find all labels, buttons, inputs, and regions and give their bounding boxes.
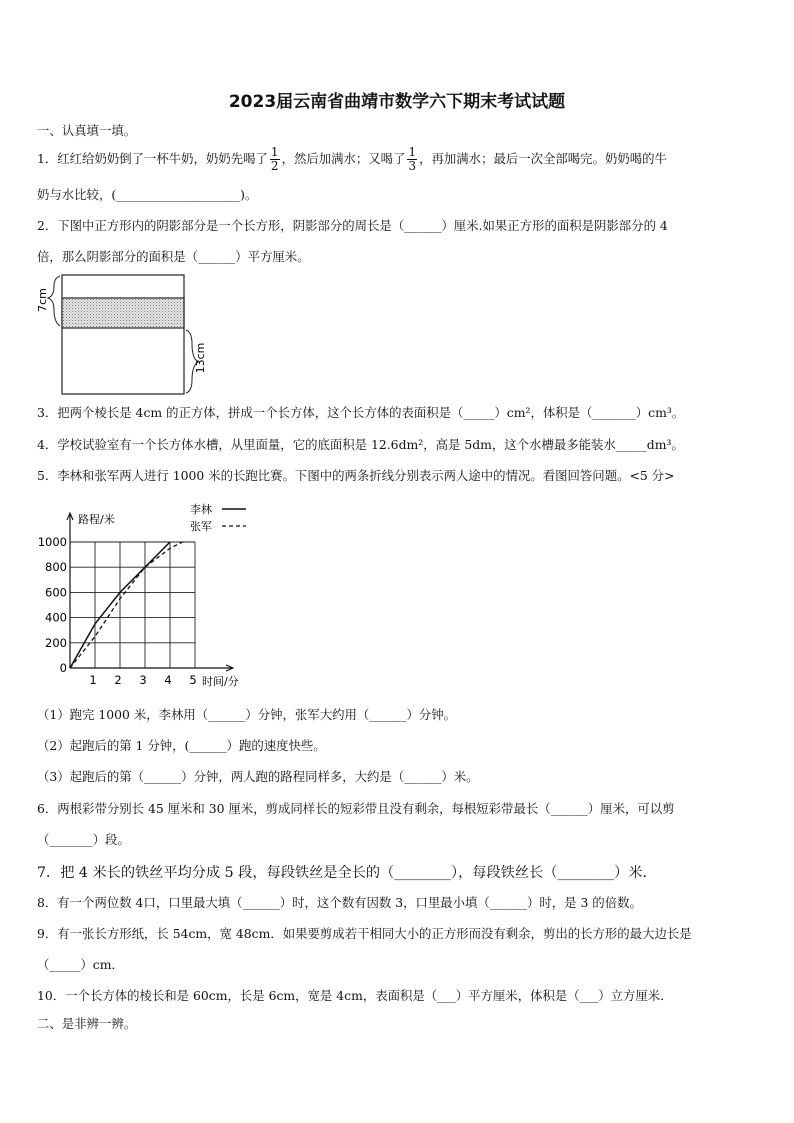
question-6-line-2: （_______）段。 [37, 832, 130, 847]
question-7: 7．把 4 米长的铁丝平均分成 5 段，每段铁丝是全长的（________），每段铁丝长（________）米． [37, 865, 657, 881]
label-7cm: 7cm [36, 288, 49, 312]
running-line-chart [30, 496, 270, 696]
question-1-line-1 [37, 144, 667, 174]
question-10: 10．一个长方体的棱长和是 60cm，长是 6cm，宽是 4cm，表面积是（___）平方厘米，体积是（___）立方厘米． [37, 988, 673, 1003]
section-one-heading: 一、认真填一填。 [37, 123, 137, 138]
legend-label-zhangjun: 张军 [190, 520, 212, 533]
chart-legend [190, 502, 246, 533]
x-tick-label: 3 [139, 673, 147, 687]
question-2-line-1: 2．下图中正方形内的阴影部分是一个长方形，阴影部分的周长是（______）厘米.如果正方形的面积是阴影部分的 4 [37, 218, 668, 233]
section-two-heading: 二、是非辨一辨。 [37, 1016, 137, 1031]
y-axis-label: 路程/米 [78, 513, 115, 526]
q1-text-a: 1．红红给奶奶倒了一杯牛奶，奶奶先喝了 [37, 151, 268, 166]
y-tick-label: 600 [45, 585, 67, 600]
square-diagram [36, 272, 216, 397]
q1-text-b: ，然后加满水；又喝了 [281, 151, 406, 166]
fraction-numerator: 1 [408, 145, 417, 159]
brace-7cm [48, 276, 60, 326]
fraction-numerator: 1 [270, 145, 279, 159]
legend-label-lilin: 李林 [190, 503, 212, 516]
y-tick-label: 800 [45, 560, 67, 575]
chart-grid [70, 542, 195, 668]
question-3: 3．把两个棱长是 4cm 的正方体，拼成一个长方体，这个长方体的表面积是（_____）cm²，体积是（_______）cm³。 [37, 405, 685, 420]
fraction-denominator: 2 [270, 159, 279, 173]
fraction-denominator: 3 [408, 159, 417, 173]
question-9-line-2: （_____）cm． [37, 957, 124, 972]
x-axis-label: 时间/分 [202, 675, 239, 688]
chart-tick-labels [38, 535, 197, 687]
question-5-sub-1: （1）跑完 1000 米，李林用（______）分钟，张军大约用（______）分钟。 [37, 707, 457, 722]
question-4: 4．学校试验室有一个长方体水槽，从里面量，它的底面积是 12.6dm²，高是 5dm，这个水槽最多能装水_____dm³。 [37, 437, 684, 452]
fraction-one-third [407, 146, 417, 173]
question-9-line-1: 9．有一张长方形纸，长 54cm，宽 48cm．如果要剪成若干相同大小的正方形而没有剩余，剪出的长方形的最大边长是 [37, 926, 692, 941]
square-outline [62, 275, 184, 394]
question-1-line-2: 奶与水比较，(____________________)。 [37, 187, 258, 202]
y-tick-label: 0 [59, 661, 67, 675]
fraction-one-half [270, 146, 280, 173]
shaded-rectangle [62, 298, 184, 328]
y-tick-label: 1000 [37, 535, 67, 549]
chart-series [70, 542, 183, 668]
q1-text-c: ，再加满水；最后一次全部喝完。奶奶喝的牛 [419, 151, 667, 166]
question-5-sub-3: （3）起跑后的第（______）分钟，两人跑的路程同样多，大约是（______）米。 [37, 769, 479, 784]
y-tick-label: 400 [45, 610, 67, 625]
question-5-intro: 5．李林和张军两人进行 1000 米的长跑比赛。下图中的两条折线分别表示两人途中的情况。看图回答问题。<5 分> [37, 468, 675, 483]
page-title: 2023届云南省曲靖市数学六下期末考试试题 [228, 92, 566, 112]
x-tick-label: 2 [114, 673, 122, 687]
y-tick-label: 200 [45, 635, 67, 650]
question-6-line-1: 6．两根彩带分别长 45 厘米和 30 厘米，剪成同样长的短彩带且没有剩余，每根短彩带最长（______）厘米，可以剪 [37, 801, 675, 816]
x-tick-label: 5 [189, 673, 197, 687]
series-line-zhangjun [70, 542, 183, 668]
question-5-sub-2: （2）起跑后的第 1 分钟，(______）跑的速度快些。 [37, 738, 326, 753]
question-8: 8．有一个两位数 4口，口里最大填（______）时，这个数有因数 3，口里最小填（______）时，是 3 的倍数。 [37, 895, 642, 910]
question-2-line-2: 倍，那么阴影部分的面积是（______）平方厘米。 [37, 249, 310, 264]
x-tick-label: 1 [89, 673, 97, 687]
x-tick-label: 4 [164, 673, 172, 687]
label-13cm: 13cm [194, 342, 207, 374]
